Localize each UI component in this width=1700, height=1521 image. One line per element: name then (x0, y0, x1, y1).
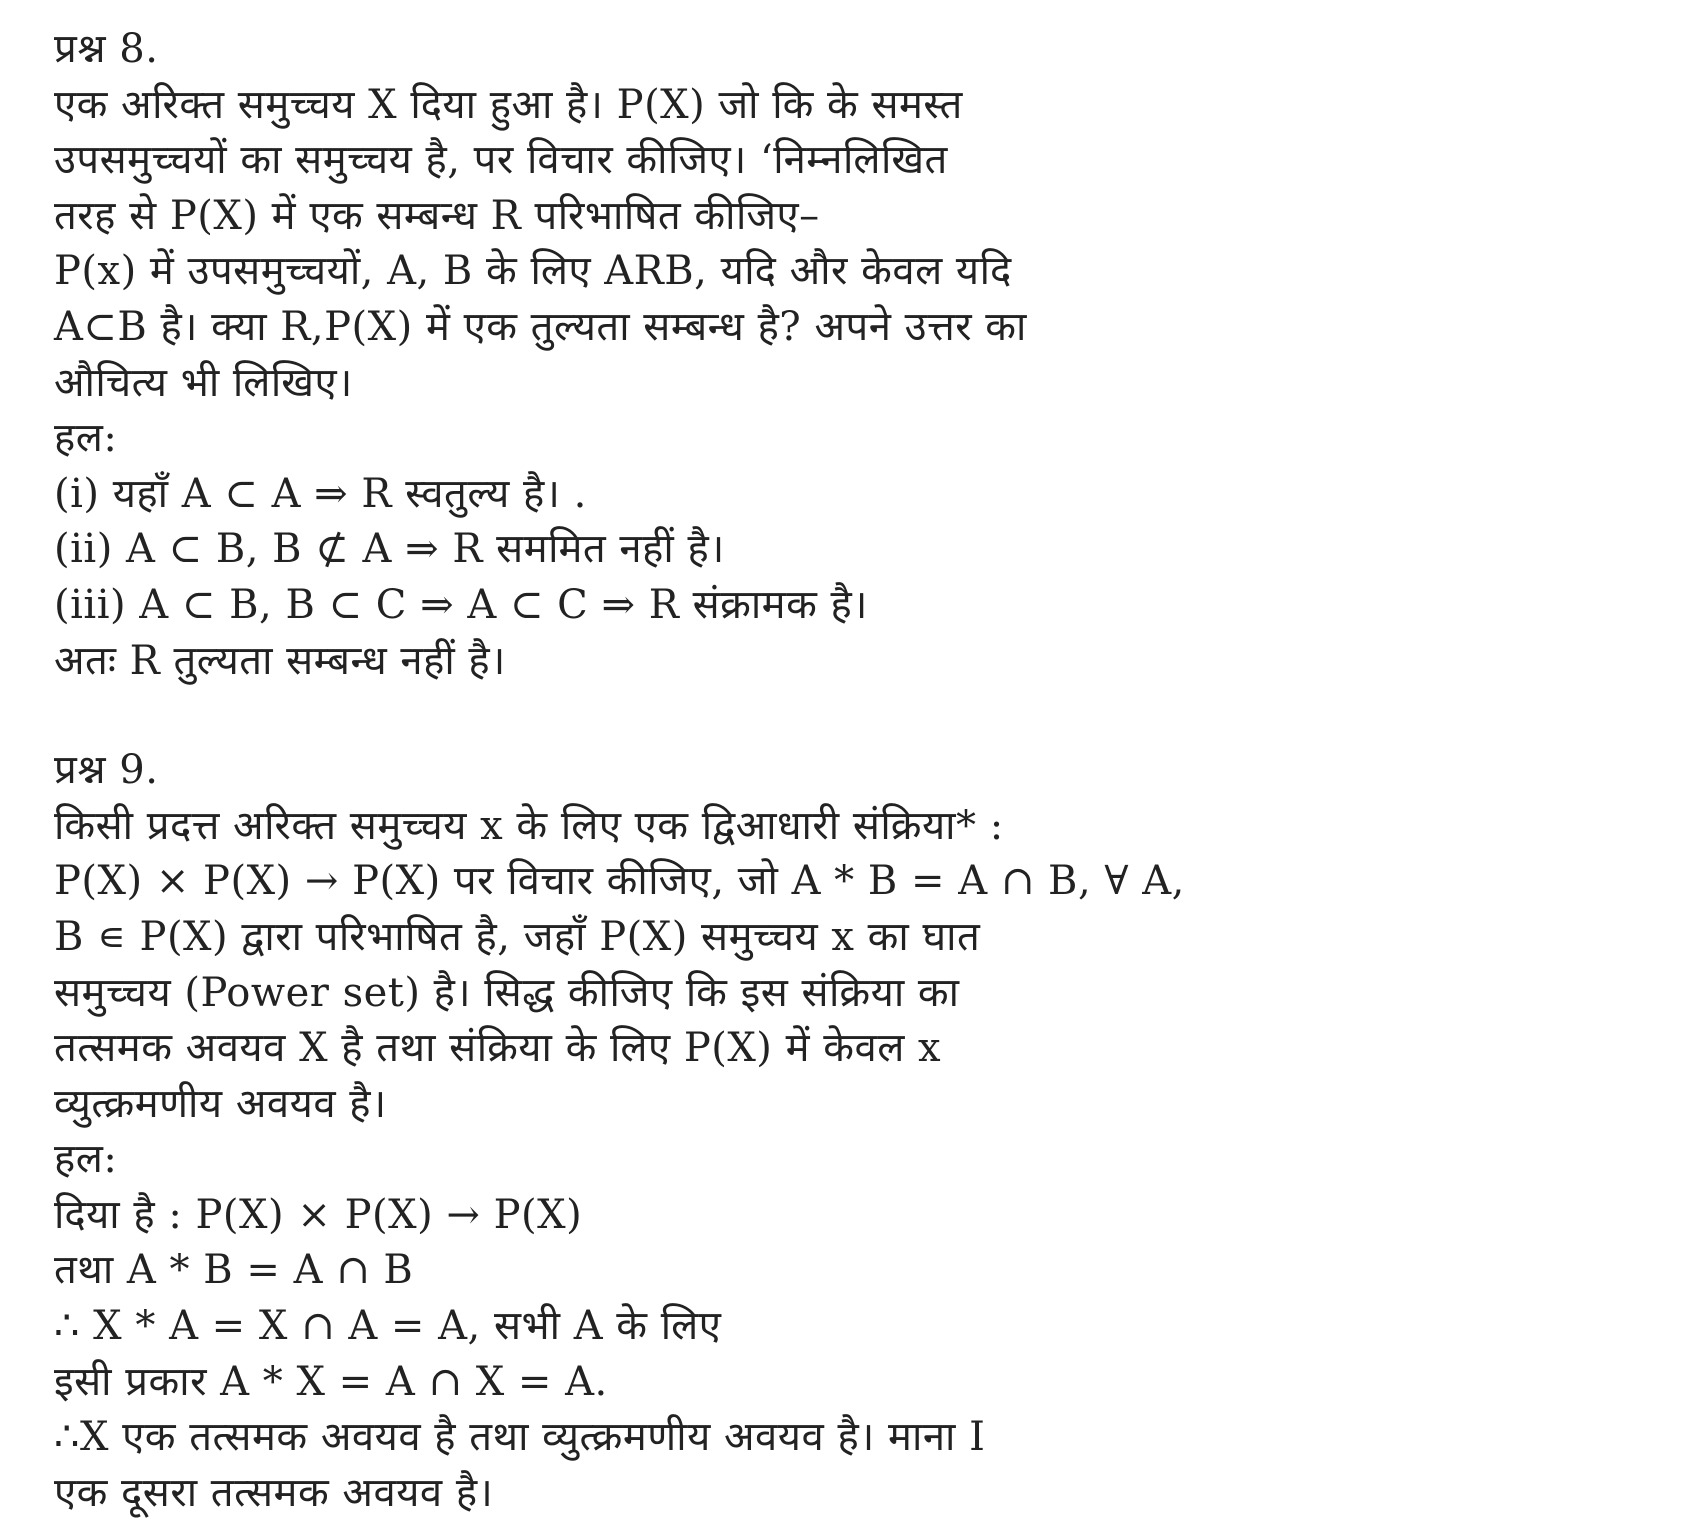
question-8-text-line: तरह से P(X) में एक सम्बन्ध R परिभाषित कीजिए– (54, 192, 820, 239)
question-8-solution-label: हल: (54, 415, 118, 462)
question-9-solution-label: हल: (54, 1136, 118, 1183)
question-9-solution-line: ∴ X * A = X ∩ A = A, सभी A के लिए (54, 1303, 722, 1350)
question-9-solution-line: ∴X एक तत्समक अवयव है तथा व्युत्क्रमणीय अवयव है। माना I (54, 1414, 986, 1461)
question-9-text-line: B ∊ P(X) द्वारा परिभाषित है, जहाँ P(X) समुच्चय x का घात (54, 913, 981, 960)
question-8-conclusion: अतः R तुल्यता सम्बन्ध नहीं है। (54, 637, 506, 684)
question-8-text-line: उपसमुच्चयों का समुच्चय है, पर विचार कीजिए। ‘निम्नलिखित (54, 137, 948, 184)
document-page (54, 22, 1614, 1521)
question-8-solution-line: (ii) A ⊂ B, B ⊄ A ⇒ R सममित नहीं है। (54, 526, 725, 573)
question-8-text-line: औचित्य भी लिखिए। (54, 359, 353, 406)
question-9-solution-line: एक दूसरा तत्समक अवयव है। (54, 1469, 494, 1516)
question-8-solution-line: (iii) A ⊂ B, B ⊂ C ⇒ A ⊂ C ⇒ R संक्रामक है। (54, 581, 868, 628)
question-9-text-line: समुच्चय (Power set) है। सिद्ध कीजिए कि इस संक्रिया का (54, 969, 960, 1016)
question-9-solution-line: तथा A * B = A ∩ B (54, 1247, 414, 1294)
question-8-heading: प्रश्न 8. (54, 26, 159, 72)
question-8-solution-line: (i) यहाँ A ⊂ A ⇒ R स्वतुल्य है। . (54, 470, 587, 517)
question-8-text-line: A⊂B है। क्या R,P(X) में एक तुल्यता सम्बन्ध है? अपने उत्तर का (54, 303, 1027, 350)
question-8-text-line: एक अरिक्त समुच्चय X दिया हुआ है। P(X) जो कि के समस्त (54, 81, 963, 128)
question-9-heading: प्रश्न 9. (54, 747, 159, 794)
question-9-text-line: तत्समक अवयव X है तथा संक्रिया के लिए P(X) में केवल x (54, 1025, 942, 1072)
question-9-text-line: P(X) × P(X) → P(X) पर विचार कीजिए, जो A * B = A ∩ B, ∀ A, (54, 858, 1185, 905)
question-9-solution-line: दिया है : P(X) × P(X) → P(X) (54, 1191, 583, 1238)
question-9-solution-line: इसी प्रकार A * X = A ∩ X = A. (54, 1358, 608, 1405)
question-9-text-line: किसी प्रदत्त अरिक्त समुच्चय x के लिए एक द्विआधारी संक्रिया* : (54, 802, 1004, 849)
section-spacer (54, 689, 1614, 743)
question-8-text-line: P(x) में उपसमुच्चयों, A, B के लिए ARB, यदि और केवल यदि (54, 248, 1012, 295)
question-9-text-line: व्युत्क्रमणीय अवयव है। (54, 1080, 387, 1127)
